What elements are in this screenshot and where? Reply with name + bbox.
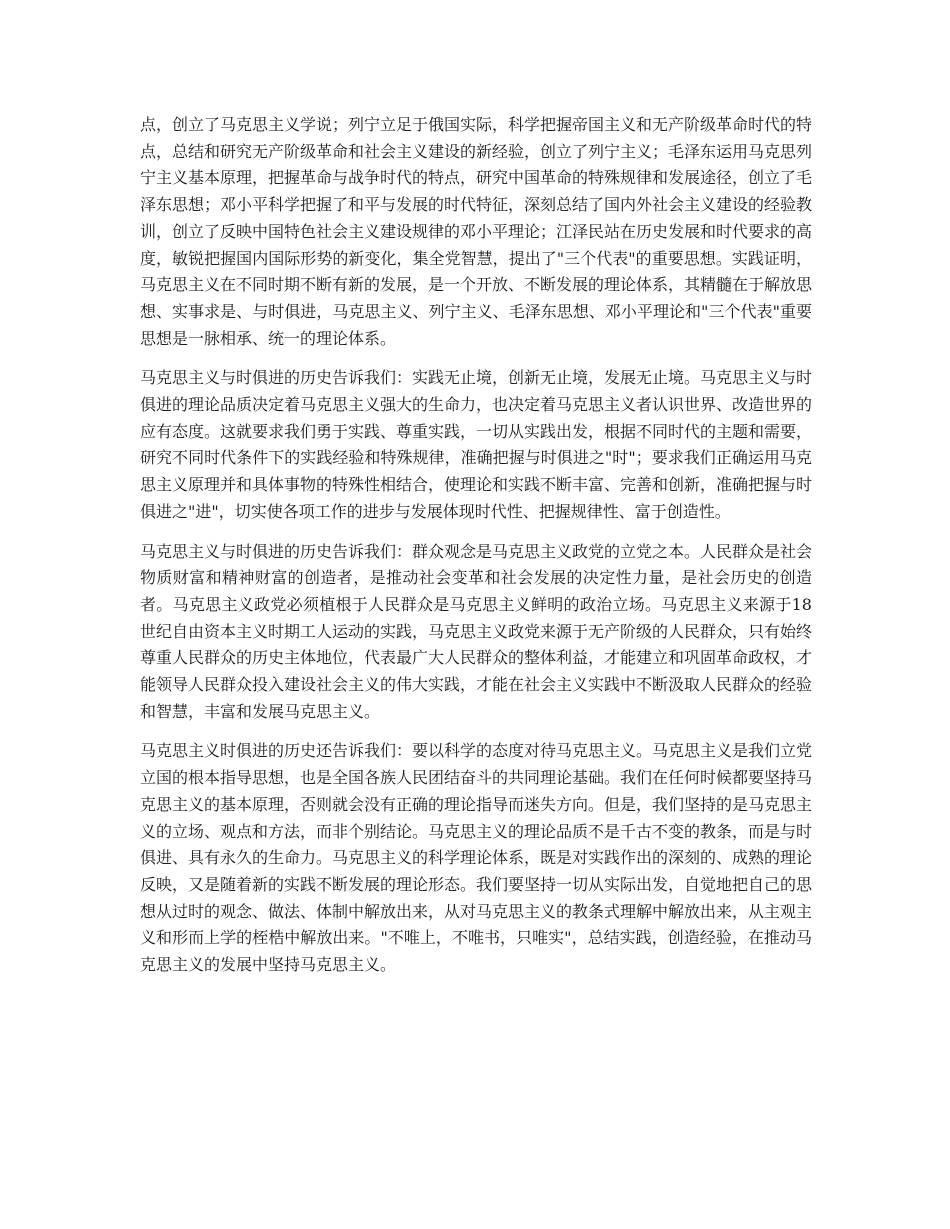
paragraph-4: 马克思主义时俱进的历史还告诉我们：要以科学的态度对待马克思主义。马克思主义是我们立党立国的根本指导思想，也是全国各族人民团结奋斗的共同理论基础。我们在任何时候都要坚持马克思主义的基本原理，否则就会没有正确的理论指导而迷失方向。但是，我们坚持的是马克思主义的立场、观点和方法，而非个别结论。马克思主义的理论品质不是千古不变的教条，而是与时俱进、具有永久的生命力。马克思主义的科学理论体系，既是对实践作出的深刻的、成熟的理论反映，又是随着新的实践不断发展的理论形态。我们要坚持一切从实际出发，自觉地把自己的思想从过时的观念、做法、体制中解放出来，从对马克思主义的教条式理解中解放出来，从主观主义和形而上学的桎梏中解放出来。"不唯上，不唯书，只唯实"，总结实践，创造经验，在推动马克思主义的发展中坚持马克思主义。: [140, 741, 813, 975]
paragraph-3: 马克思主义与时俱进的历史告诉我们：群众观念是马克思主义政党的立党之本。人民群众是社会物质财富和精神财富的创造者，是推动社会变革和社会发展的决定性力量，是社会历史的创造者。马克思主义政党必须植根于人民群众是马克思主义鲜明的政治立场。马克思主义来源于18世纪自由资本主义时期工人运动的实践，马克思主义政党来源于无产阶级的人民群众，只有始终尊重人民群众的历史主体地位，代表最广大人民群众的整体利益，才能建立和巩固革命政权，才能领导人民群众投入建设社会主义的伟大实践，才能在社会主义实践中不断汲取人民群众的经验和智慧，丰富和发展马克思主义。: [140, 541, 813, 721]
paragraph-1: 点，创立了马克思主义学说；列宁立足于俄国实际，科学把握帝国主义和无产阶级革命时代的特点，总结和研究无产阶级革命和社会主义建设的新经验，创立了列宁主义；毛泽东运用马克思列宁主义基本原理，把握革命与战争时代的特点，研究中国革命的特殊规律和发展途径，创立了毛泽东思想；邓小平科学把握了和平与发展的时代特征，深刻总结了国内外社会主义建设的经验教训，创立了反映中国特色社会主义建设规律的邓小平理论；江泽民站在历史发展和时代要求的高度，敏锐把握国内国际形势的新变化，集全党智慧，提出了"三个代表"的重要思想。实践证明，马克思主义在不同时期不断有新的发展，是一个开放、不断发展的理论体系，其精髓在于解放思想、实事求是、与时俱进，马克思主义、列宁主义、毛泽东思想、邓小平理论和"三个代表"重要思想是一脉相承、统一的理论体系。: [140, 115, 813, 348]
paragraph-2: 马克思主义与时俱进的历史告诉我们：实践无止境，创新无止境，发展无止境。马克思主义与时俱进的理论品质决定着马克思主义强大的生命力，也决定着马克思主义者认识世界、改造世界的应有态度。这就要求我们勇于实践、尊重实践，一切从实践出发，根据不同时代的主题和需要，研究不同时代条件下的实践经验和特殊规律，准确把握与时俱进之"时"；要求我们正确运用马克思主义原理并和具体事物的特殊性相结合，使理论和实践不断丰富、完善和创新，准确把握与时俱进之"进"，切实使各项工作的进步与发展体现时代性、把握规律性、富于创造性。: [140, 368, 813, 521]
document-body: [140, 112, 812, 992]
